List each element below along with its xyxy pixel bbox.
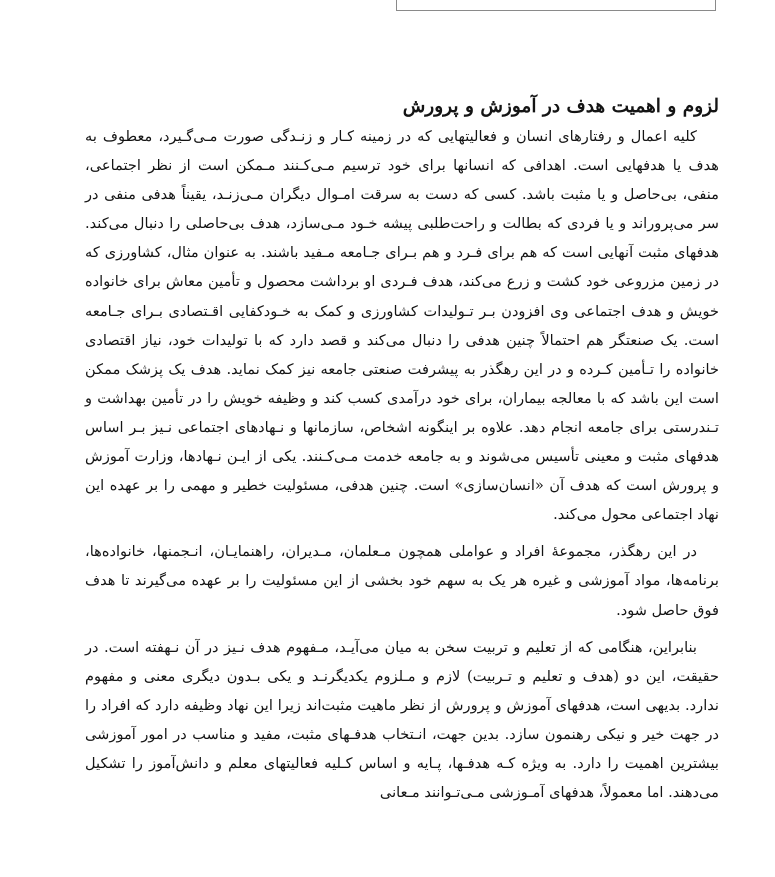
document-page — [85, 92, 719, 807]
top-frame-box — [396, 0, 716, 11]
paragraph-2: در این رهگذر، مجموعهٔ افراد و عواملی همچون مـعلمان، مـدیران، راهنمایـان، انـجمنها، خانواده‌ها، برنامه‌ها، مواد آموزشی و غیره هر یک به سهم خود بخشی از این مسئولیت را بر عهده می‌گیرند تا هدف فوق حاصل شود. — [85, 543, 719, 619]
paragraph-1: کلیه اعمال و رفتارهای انسان و فعالیتهایی که در زمینه کـار و زنـدگی صورت مـی‌گـیرد، معطوف به هدف یا هدفهایی است. اهدافی که انسانها برای خود ترسیم مـی‌کـنند مـمکن است از نظر اجتماعی، منفی، بی‌حاصل و یا مثبت باشد. کسی که دست به سرقت امـوال دیگران مـی‌زنـد، یقیناً هدفی منفی در سر می‌پروراند و یا فردی که بطالت و راحت‌طلبی پیشه خـود مـی‌سازد، هدف بی‌حاصلی را دنبال می‌کند. هدفهای مثبت آنهایی است که هم برای فـرد و هم بـرای جـامعه مـفید باشند. به عنوان مثال، کشاورزی که در زمین مزروعی خود کشت و زرع می‌کند، هدف فـردی او برداشت محصول و تأمین معاش برای خانواده خویش و هدف اجتماعی وی افزودن بـر تـولیدات کشاورزی و کمک به خـودکفایی اقـتصادی بـرای جـامعه است. یک صنعتگر هم احتمالاً چنین هدفی را دنبال می‌کند و قصد دارد که با تولیدات خود، نیاز اقتصادی خانواده را تـأمین کـرده و در این رهگذر به پیشرفت صنعتی جامعه نیز کمک نماید. هدف یک پزشک ممکن است این باشد که با معالجه بیماران، برای خود درآمدی کسب کند و وظیفه خویش را در تأمین بهداشت و تـندرستی برای جامعه انجام دهد. علاوه بر اینگونه اشخاص، سازمانها و نـهادهای اجتماعی نـیز بـر اساس هدفهای مثبت و معینی تأسیس می‌شوند و به جامعه خدمت مـی‌کـنند. یکی از ایـن نـهادها، وزارت آموزش و پرورش است که هدف آن «انسان‌سازی» است. چنین هدفی، مسئولیت خطیر و مهمی را بر عهده این نهاد اجتماعی محول می‌کند. — [85, 128, 719, 524]
paragraph-3: بنابراین، هنگامی که از تعلیم و تربیت سخن به میان می‌آیـد، مـفهوم هدف نـیز در آن نـهفته است. در حقیقت، این دو (هدف و تعلیم و تـربیت) لازم و مـلزوم یکدیگرنـد و یکی بـدون دیگری معنی و مفهوم ندارد. بدیهی است، هدفهای آموزش و پرورش از نظر ماهیت مثبت‌اند زیرا این نهاد وظیفه دارد که افراد را در جهت خیر و نیکی رهنمون سازد. بدین جهت، انـتخاب هدفـهای مثبت، مفید و مناسب در امور آموزشی بیشترین اهمیت را دارد. به ویژه کـه هدفـها، پـایه و اساس کـلیه فعالیتهای معلم و دانش‌آموز را تشکیل می‌دهند. اما معمولاً، هدفهای آمـوزشی مـی‌تـوانند مـعانی — [85, 638, 719, 802]
section-heading: لزوم و اهمیت هدف در آموزش و پرورش — [402, 96, 719, 117]
